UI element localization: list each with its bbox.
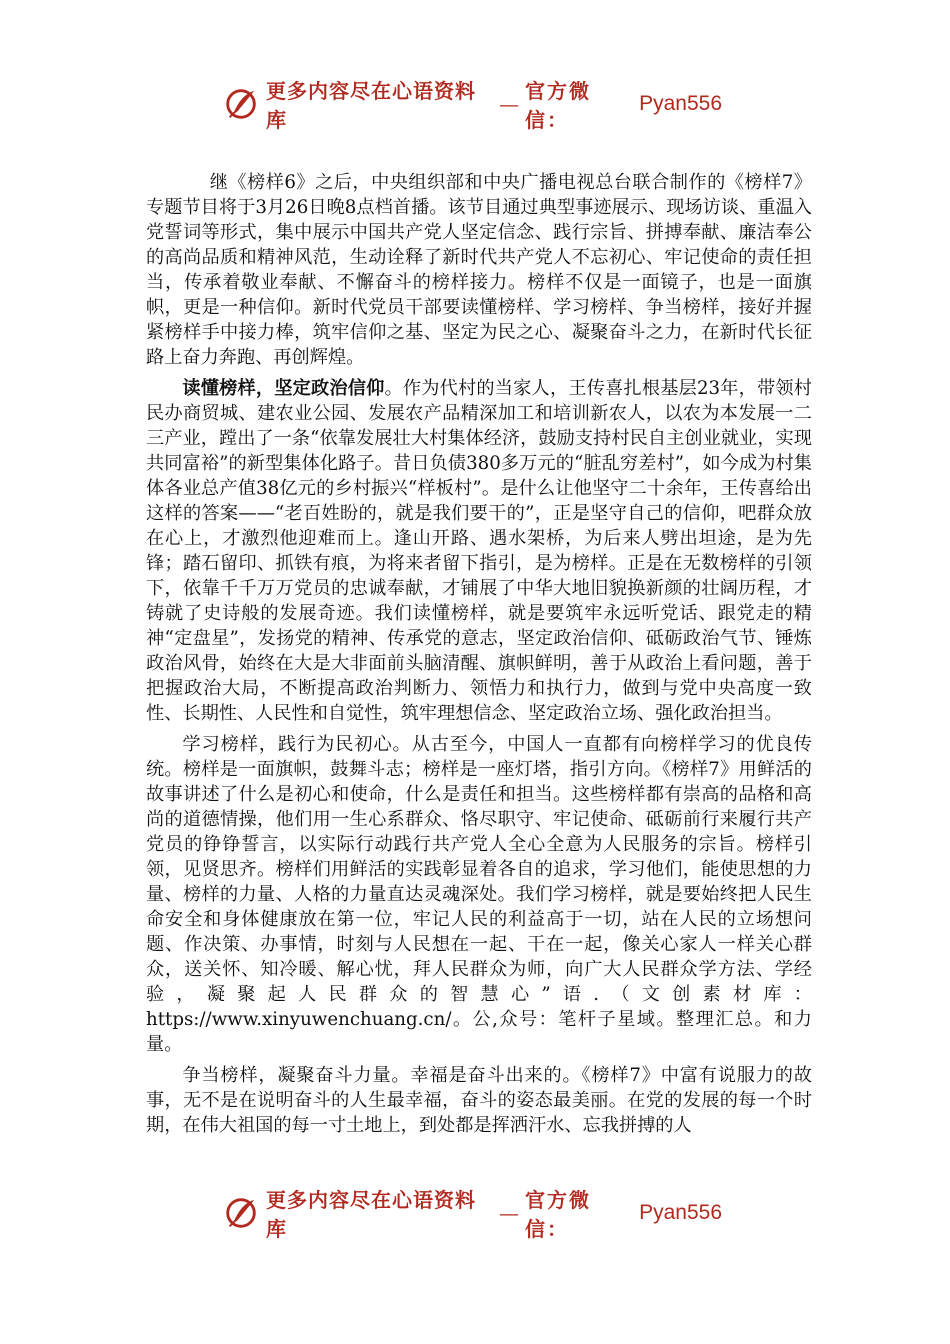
intro-paragraph: 继《榜样6》之后，中央组织部和中央广播电视总台联合制作的《榜样7》专题节目将于3月26日晚8点档首播。该节目通过典型事迹展示、现场访谈、重温入党誓词等形式，集中展示中国共产党人坚定信念、践行宗旨、拼搏奉献、廉洁奉公的高尚品质和精神风范，生动诠释了新时代共产党人不忘初心、牢记使命的责任担当，传承着敬业奉献、不懈奋斗的榜样接力。榜样不仅是一面镜子，也是一面旗帜，更是一种信仰。新时代党员干部要读懂榜样、学习榜样、争当榜样，接好并握紧榜样手中接力棒，筑牢信仰之基、坚定为民之心、凝聚奋斗之力，在新时代长征路上奋力奔跑、再创辉煌。 [146,172,812,368]
article-body [146,170,812,1144]
section2-paragraph: 学习榜样，践行为民初心。从古至今，中国人一直都有向榜样学习的优良传统。榜样是一面旗帜，鼓舞斗志；榜样是一座灯塔，指引方向。《榜样7》用鲜活的故事讲述了什么是初心和使命，什么是责任和担当。这些榜样都有崇高的品格和高尚的道德情操，他们用一生心系群众、恪尽职守、牢记使命、砥砺前行来履行共产党员的铮铮誓言，以实际行动践行共产党人全心全意为人民服务的宗旨。榜样引领，见贤思齐。榜样们用鲜活的实践彰显着各自的追求，学习他们，能使思想的力量、榜样的力量、人格的力量直达灵魂深处。我们学习榜样，就是要始终把人民生命安全和身体健康放在第一位，牢记人民的利益高于一切，站在人民的立场想问题、作决策、办事情，时刻与人民想在一起、干在一起，像关心家人一样关心群众，送关怀、知冷暖、解心忧，拜人民群众为师，向广大人民群众学方法、学经验，凝聚起人民群众的智慧心”语.（文创素材库：https://www.xinyuwenchuang.cn/。公,众号：笔杆子星域。整理汇总。和力量。 [146,734,812,1055]
header-banner [222,79,722,132]
footer-dash: — [499,1201,519,1225]
footer-brand-text: 更多内容尽在心语资料库 [266,1188,476,1241]
header-brand-text: 更多内容尽在心语资料库 [266,79,476,132]
header-wechat-label: 官方微信： [525,79,591,132]
header-wechat-id: Pyan556 [639,92,722,115]
header-dash: — [499,92,519,116]
footer-wechat-label: 官方微信： [525,1188,591,1241]
section1-body: 。作为代村的当家人，王传喜扎根基层23年，带领村民办商贸城、建农业公园、发展农产品精深加工和培训新农人，以农为本发展一二三产业，蹚出了一条“依靠发展壮大村集体经济，鼓励支持村民自主创业就业，实现共同富裕”的新型集体化路子。昔日负债380多万元的“脏乱穷差村”，如今成为村集体各业总产值38亿元的乡村振兴“样板村”。是什么让他坚守二十余年，王传喜给出这样的答案——“老百姓盼的，就是我们要干的”，正是坚守自己的信仰，吧群众放在心上，才激烈他迎难而上。逢山开路、遇水架桥，为后来人劈出坦途，是为先锋；踏石留印、抓铁有痕，为将来者留下指引，是为榜样。正是在无数榜样的引领下，依靠千千万万党员的忠诚奉献，才铺展了中华大地旧貌换新颜的壮阔历程，才铸就了史诗般的发展奇迹。我们读懂榜样，就是要筑牢永远听党话、跟党走的精神“定盘星”，发扬党的精神、传承党的意志，坚定政治信仰、砥砺政治气节、锤炼政治风骨，始终在大是大非面前头脑清醒、旗帜鲜明，善于从政治上看问题，善于把握政治大局，不断提高政治判断力、领悟力和执行力，做到与党中央高度一致性、长期性、人民性和自觉性，筑牢理想信念、坚定政治立场、强化政治担当。 [146,378,812,724]
footer-wechat-id: Pyan556 [639,1201,722,1224]
section1-lead: 读懂榜样，坚定政治信仰 [182,378,385,399]
quill-logo-icon [222,85,260,123]
footer-banner [222,1188,722,1241]
quill-logo-icon [222,1194,260,1232]
section1-paragraph [146,376,812,726]
section3-paragraph: 争当榜样，凝聚奋斗力量。幸福是奋斗出来的。《榜样7》中富有说服力的故事，无不是在说明奋斗的人生最幸福，奋斗的姿态最美丽。在党的发展的每一个时期，在伟大祖国的每一寸土地上，到处都是挥洒汗水、忘我拼搏的人 [146,1065,812,1136]
